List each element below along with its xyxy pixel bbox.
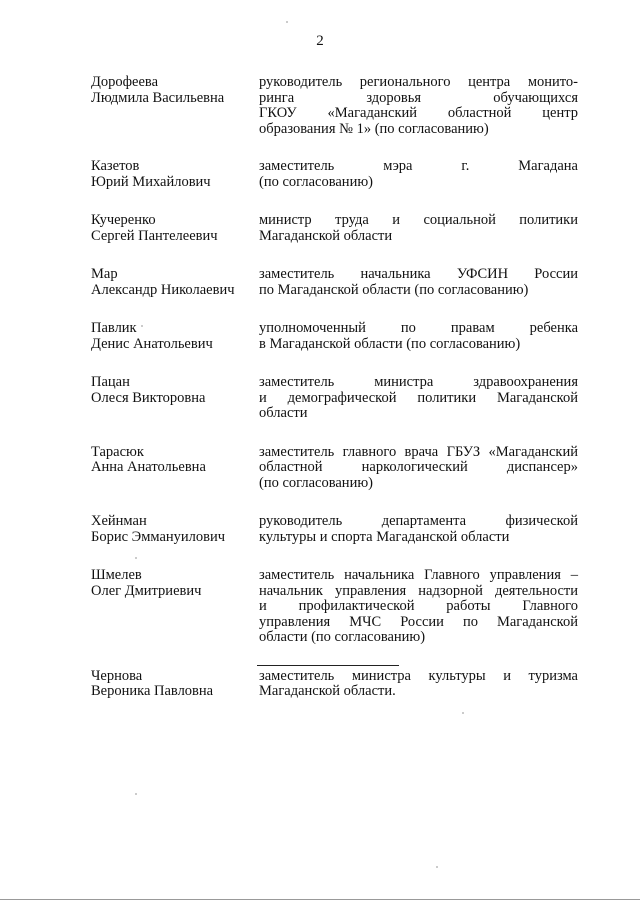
scan-speck (436, 866, 438, 868)
member-given-names: Денис Анатольевич (91, 335, 213, 352)
member-role (259, 75, 578, 137)
member-given-names: Александр Николаевич (91, 281, 235, 298)
role-line: руководитель регионального центра монито- (259, 74, 578, 90)
scan-speck (135, 793, 137, 795)
commission-members-list (91, 75, 578, 723)
role-line: ГКОУ «Магаданский областной центр (259, 105, 578, 121)
scan-speck (286, 21, 288, 23)
member-name (91, 267, 259, 298)
member-given-names: Олег Дмитриевич (91, 582, 202, 599)
member-entry (91, 159, 578, 190)
role-line: ринга здоровья обучающихся (259, 89, 578, 106)
member-name (91, 514, 259, 545)
member-given-names: Вероника Павловна (91, 683, 214, 699)
role-line: руководитель департамента физической (259, 513, 578, 529)
role-line: (по согласованию) (259, 173, 373, 190)
member-name (91, 568, 259, 646)
scan-speck (141, 325, 143, 327)
role-line: (по согласованию) (259, 474, 373, 491)
role-line: и демографической политики Магаданской (259, 389, 578, 406)
page-number: 2 (316, 33, 324, 49)
member-role (259, 445, 578, 492)
role-line: заместитель главного врача ГБУЗ «Магаданский (259, 443, 578, 460)
role-line: Магаданской области. (259, 683, 396, 699)
member-role (259, 213, 578, 244)
member-surname: Шмелев (91, 567, 142, 583)
member-entry (91, 267, 578, 298)
member-role (259, 159, 578, 190)
role-line: заместитель министра культуры и туризма (259, 667, 578, 684)
role-line: заместитель начальника УФСИН России (259, 266, 578, 282)
scan-speck (135, 557, 137, 559)
member-entry (91, 669, 578, 700)
member-entry (91, 514, 578, 545)
role-line: управления МЧС России по Магаданской (259, 613, 578, 630)
member-name (91, 159, 259, 190)
member-surname: Кучеренко (91, 212, 156, 228)
member-entry (91, 75, 578, 137)
member-surname: Тарасюк (91, 443, 144, 460)
member-role (259, 375, 578, 422)
member-given-names: Анна Анатольевна (91, 459, 206, 475)
member-given-names: Сергей Пантелеевич (91, 227, 218, 244)
member-role (259, 514, 578, 545)
member-entry (91, 321, 578, 352)
scan-speck (462, 712, 464, 714)
member-surname: Дорофеева (91, 74, 158, 90)
role-line: уполномоченный по правам ребенка (259, 320, 578, 336)
member-entry (91, 445, 578, 492)
member-given-names: Борис Эммануилович (91, 528, 226, 545)
member-role (259, 267, 578, 298)
role-line: заместитель мэра г. Магадана (259, 158, 578, 174)
role-line: министр труда и социальной политики (259, 212, 578, 228)
member-given-names: Юрий Михайлович (91, 173, 211, 190)
role-line: заместитель начальника Главного управления – (259, 567, 578, 583)
member-entry (91, 568, 578, 646)
member-given-names: Людмила Васильевна (91, 89, 225, 106)
role-line: области (по согласованию) (259, 629, 426, 645)
member-name (91, 213, 259, 244)
member-surname: Хейнман (91, 513, 147, 529)
role-line: заместитель министра здравоохранения (259, 374, 578, 390)
role-line: области (259, 405, 308, 421)
member-entry (91, 375, 578, 422)
member-role (259, 568, 578, 646)
member-name (91, 75, 259, 137)
role-line: в Магаданской области (по согласованию) (259, 335, 521, 352)
member-surname: Чернова (91, 667, 143, 684)
role-line: по Магаданской области (по согласованию) (259, 281, 529, 298)
member-entry (91, 213, 578, 244)
member-role (259, 321, 578, 352)
closing-rule (257, 665, 399, 666)
member-name (91, 669, 259, 700)
page-bottom-edge (0, 899, 640, 900)
role-line: и профилактической работы Главного (259, 598, 578, 614)
member-surname: Мар (91, 266, 118, 282)
member-name (91, 445, 259, 492)
member-role (259, 669, 578, 700)
member-surname: Пацан (91, 374, 130, 390)
member-name (91, 321, 259, 352)
role-line: образования № 1» (по согласованию) (259, 120, 489, 137)
role-line: культуры и спорта Магаданской области (259, 528, 510, 545)
role-line: Магаданской области (259, 227, 393, 244)
role-line: областной наркологический диспансер» (259, 459, 578, 475)
member-surname: Павлик (91, 320, 137, 336)
role-line: начальник управления надзорной деятельности (259, 582, 578, 599)
member-given-names: Олеся Викторовна (91, 389, 206, 406)
member-name (91, 375, 259, 422)
member-surname: Казетов (91, 158, 140, 174)
